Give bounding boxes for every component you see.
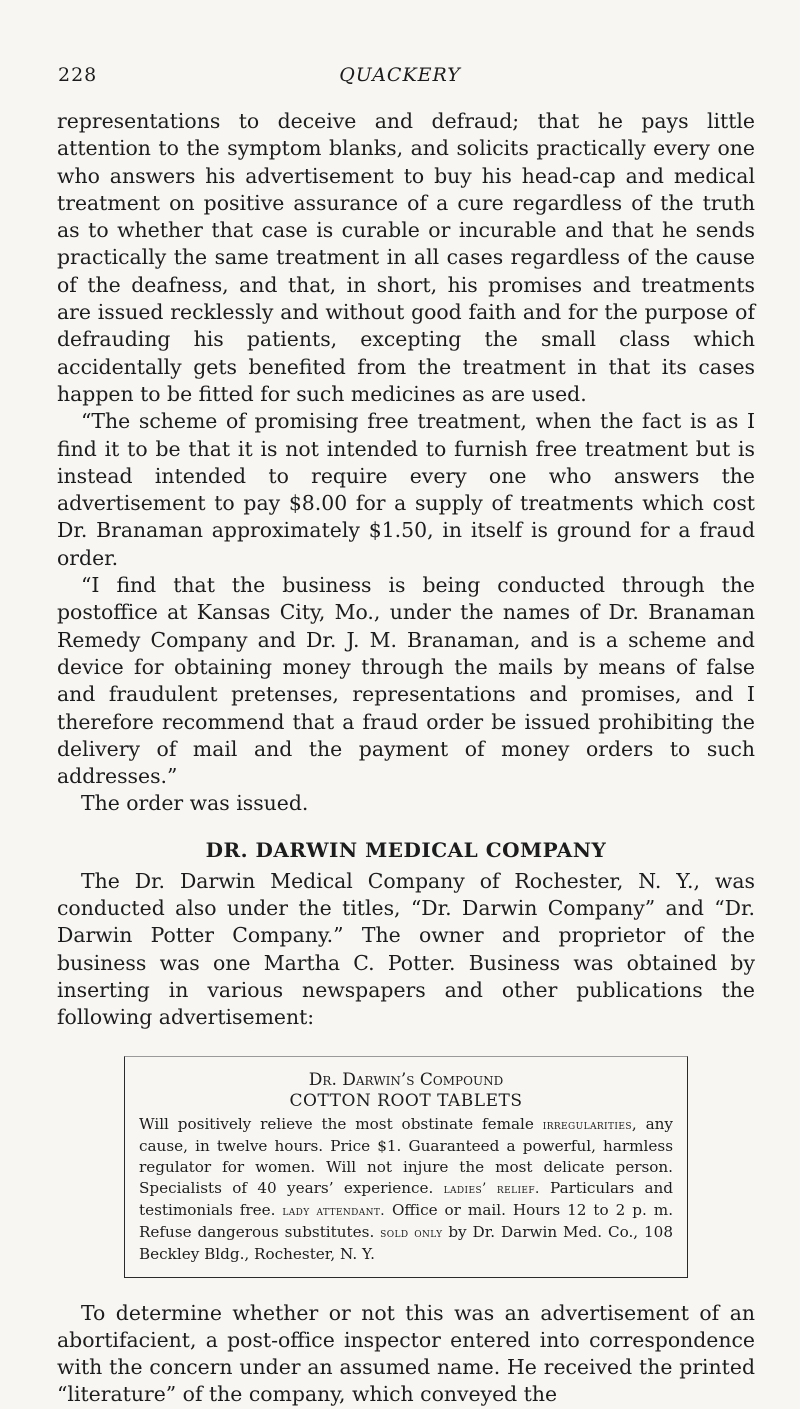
page-number: 228 bbox=[58, 64, 98, 86]
paragraph-quote-finding: “I find that the business is being conducted through the postoffice at Kansas City, Mo., under the names of Dr. Branaman Remedy Company and Dr. J. M. Branaman, and is a scheme and device for obtaining money through the mails by means of false and fraudulent pretenses, representations and promises, and I therefore recommend that a fraud order be issued prohibiting the delivery of mail and the payment of money orders to such addresses.” bbox=[57, 573, 755, 789]
ad-heading: Dr. Darwin’s Compound bbox=[308, 1069, 504, 1090]
ad-smallcaps: irregularities bbox=[542, 1116, 632, 1133]
page-header bbox=[0, 64, 800, 94]
ad-smallcaps: lady attendant. bbox=[282, 1202, 385, 1219]
advertisement-box bbox=[124, 1056, 688, 1278]
ad-smallcaps: sold only bbox=[380, 1224, 443, 1241]
ad-text: Will positively relieve the most obstinate female bbox=[139, 1114, 534, 1133]
paragraph-order-issued: The order was issued. bbox=[81, 791, 309, 816]
paragraph-company-intro: The Dr. Darwin Medical Company of Rochester, N. Y., was conducted also under the titles, “Dr. Darwin Company” and “Dr. Darwin Potter Company.” The owner and proprietor of the business was one Martha C. Potter. Business was obtained by inserting in various newspapers and other publications the following advertisement: bbox=[57, 868, 755, 1030]
paragraph-inspector: To determine whether or not this was an advertisement of an abortifacient, a post-office inspector entered into correspondence with the concern under an assumed name. He received the printed “literature” of the company, which conveyed the bbox=[57, 1300, 755, 1407]
ad-text: by Dr. Darwin Med. Co., 108 Beckley Bldg., Rochester, N. Y. bbox=[139, 1222, 673, 1263]
running-title: QUACKERY bbox=[339, 64, 461, 86]
ad-title: COTTON ROOT TABLETS bbox=[289, 1090, 523, 1111]
ad-text: Office or mail. Hours 12 to 2 p. m. Refuse dangerous substitutes. bbox=[139, 1200, 674, 1241]
ad-text: , any cause, in twelve hours. Price $1. Guaranteed a powerful, harmless regulator for women. Will not injure the most delicate person. Specialists of 40 years’ experience. bbox=[139, 1114, 674, 1197]
section-heading: DR. DARWIN MEDICAL COMPANY bbox=[205, 837, 607, 862]
paragraph-quote-scheme: “The scheme of promising free treatment, when the fact is as I find it to be that it is not intended to furnish free treatment but is instead intended to require every one who answers the advertisement to pay $8.00 for a supply of treatments which cost Dr. Branaman approximately $1.50, in itself is ground for a fraud order. bbox=[57, 409, 755, 570]
ad-text: Particulars and testimonials free. bbox=[139, 1178, 673, 1219]
ad-smallcaps: ladies’ relief. bbox=[443, 1180, 540, 1197]
text-column bbox=[57, 108, 755, 1409]
ad-body bbox=[139, 1114, 673, 1265]
paragraph-continued: representations to deceive and defraud; that he pays little attention to the symptom blanks, and solicits practically every one who answers his advertisement to buy his head-cap and medical treatment on positive assurance of a cure regardless of the truth as to whether that case is curable or incurable and that he sends practically the same treatment in all cases regardless of the cause of the deafness, and that, in short, his promises and treatments are issued recklessly and without good faith and for the purpose of defrauding his patients, excepting the small class which accidentally gets benefited from the treatment in that its cases happen to be fitted for such medicines as are used. bbox=[57, 109, 755, 406]
